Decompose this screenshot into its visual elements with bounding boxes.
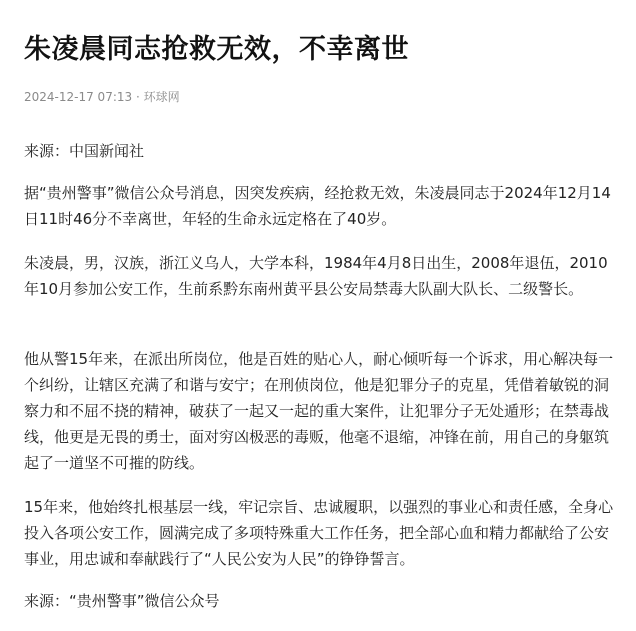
paragraph: 15年来，他始终扎根基层一线，牢记宗旨、忠诚履职，以强烈的事业心和责任感，全身心投入各项公安工作，圆满完成了多项特殊重大工作任务，把全部心血和精力都献给了公安事业，用忠诚和奉献践行了“人民公安为人民”的铮铮誓言。	[24, 498, 614, 568]
article-title: 朱凌晨同志抢救无效，不幸离世	[24, 34, 409, 65]
article-meta: 2024-12-17 07:13 · 环球网	[24, 90, 180, 104]
paragraph: 他从警15年来，在派出所岗位，他是百姓的贴心人，耐心倾听每一个诉求，用心解决每一个纠纷，让辖区充满了和谐与安宁；在刑侦岗位，他是犯罪分子的克星，凭借着敏锐的洞察力和不屈不挠的精神，破获了一起又一起的重大案件，让犯罪分子无处遁形；在禁毒战线，他更是无畏的勇士，面对穷凶极恶的毒贩，他毫不退缩，冲锋在前，用自己的身躯筑起了一道坚不可摧的防线。	[24, 350, 614, 472]
paragraph: 朱凌晨，男，汉族，浙江义乌人，大学本科，1984年4月8日出生，2008年退伍，2010年10月参加公安工作，生前系黔东南州黄平县公安局禁毒大队副大队长、二级警长。	[24, 254, 608, 298]
paragraph: 据“贵州警事”微信公众号消息，因突发疾病，经抢救无效，朱凌晨同志于2024年12月14日11时46分不幸离世，年轻的生命永远定格在了40岁。	[24, 184, 611, 228]
source-line: 来源：中国新闻社	[24, 142, 145, 160]
source-footer: 来源：“贵州警事”微信公众号	[24, 592, 220, 610]
